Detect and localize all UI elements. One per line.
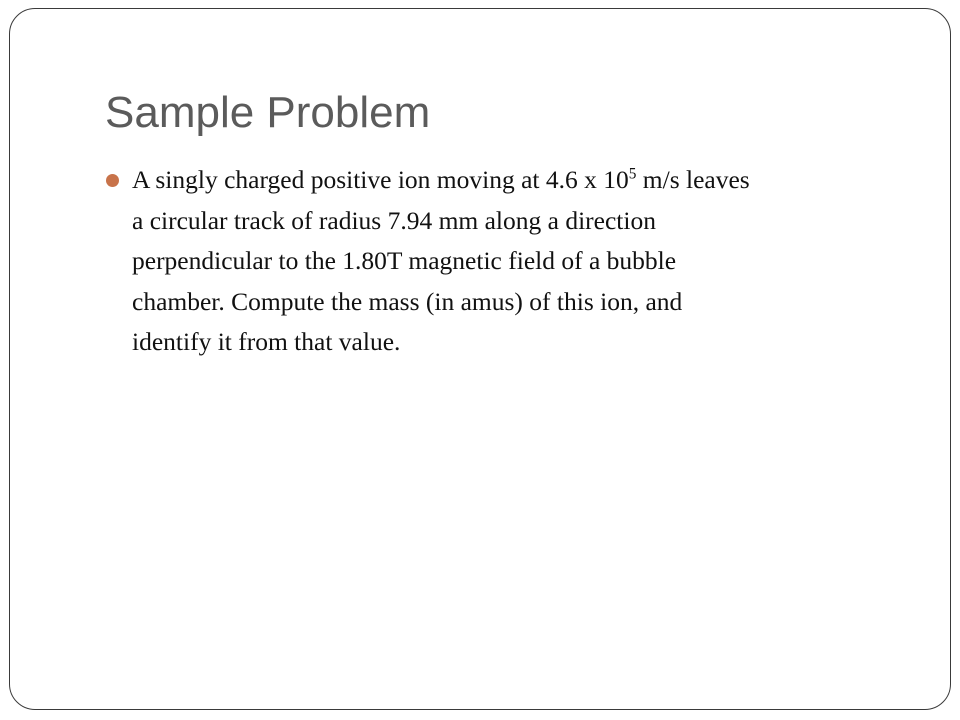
problem-line-1	[132, 160, 896, 201]
problem-line-1-before-exponent: A singly charged positive ion moving at 4.6 x 10	[132, 165, 629, 194]
problem-line-3: perpendicular to the 1.80T magnetic field of a bubble	[132, 246, 677, 275]
problem-line-2: a circular track of radius 7.94 mm along a direction	[132, 205, 656, 235]
exponent: 5	[628, 165, 637, 183]
slide-content	[106, 160, 896, 363]
problem-line-4: chamber. Compute the mass (in amus) of this ion, and	[132, 286, 683, 316]
problem-line-1-after-exponent: m/s leaves	[636, 165, 750, 194]
slide-title: Sample Problem	[105, 88, 431, 137]
problem-line-5: identify it from that value.	[132, 327, 401, 356]
bullet-dot-icon	[106, 174, 119, 187]
bullet-item	[106, 160, 896, 363]
